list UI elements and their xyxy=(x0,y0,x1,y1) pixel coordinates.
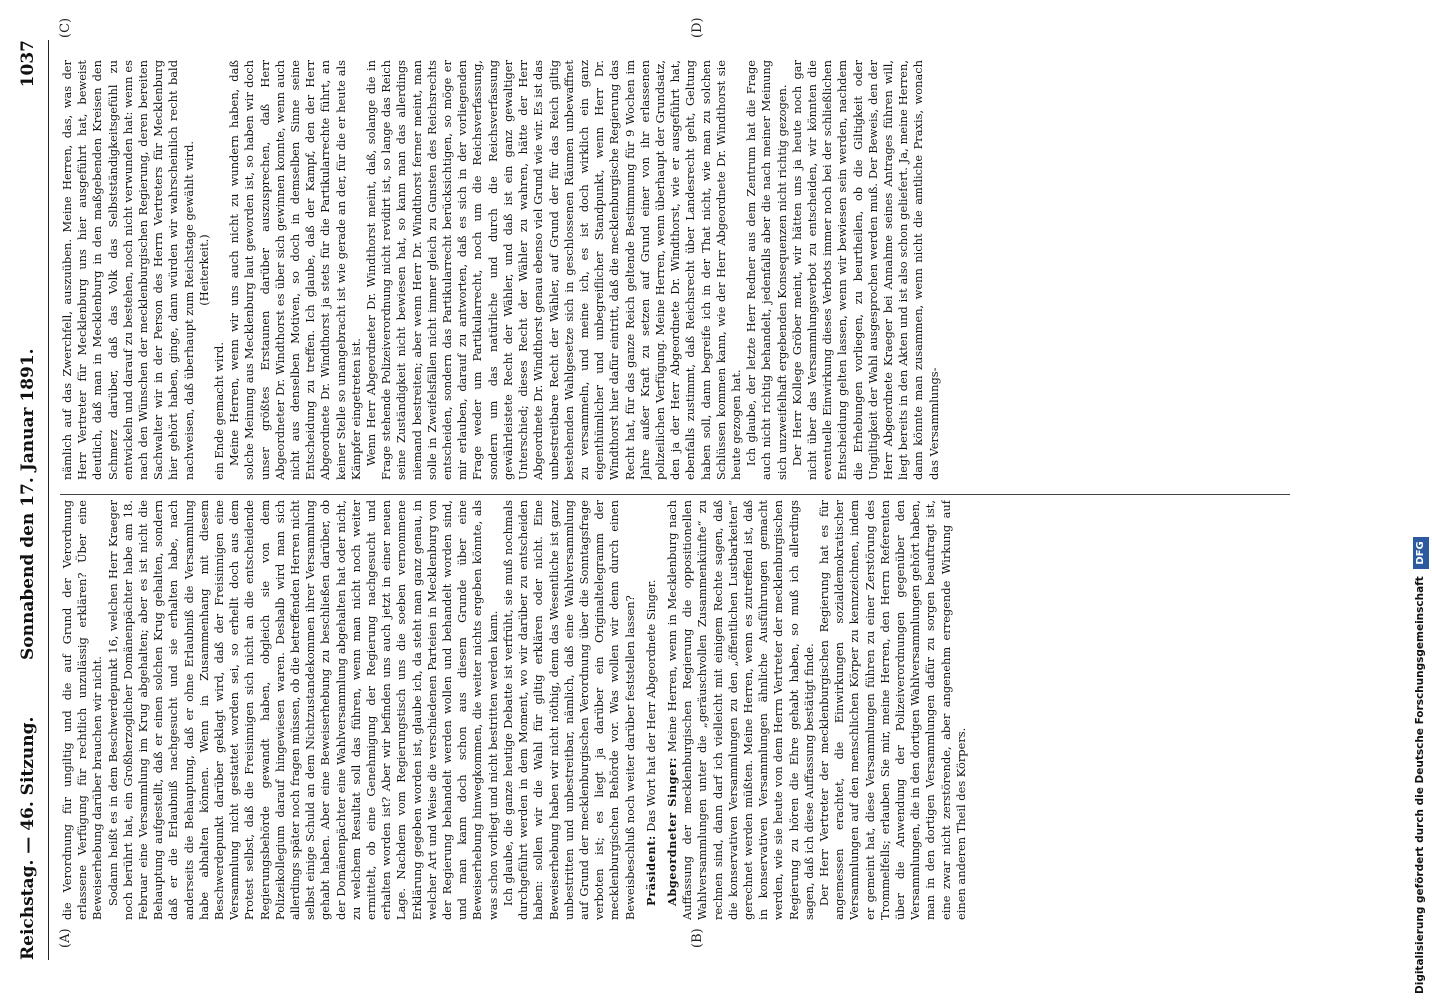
president-speaker: Präsident: xyxy=(643,835,658,906)
right-paragraph: Ich glaube, der letzte Herr Redner aus dem Zentrum hat die Frage auch nicht richtig behandelt, jedenfalls aber die nach meiner Meinung sich unzweifelhaft ergebenden Konsequenzen nicht richtig gezogen. xyxy=(744,60,789,480)
margin-marker-b: (B) xyxy=(690,928,705,948)
header-rule xyxy=(48,40,49,960)
dfg-side-strip xyxy=(1410,4,1430,994)
margin-marker-a: (A) xyxy=(58,928,73,948)
heiterkeit-note: (Heiterkeit.) xyxy=(196,234,211,306)
right-paragraph: ein Ende gemacht wird. xyxy=(212,342,227,480)
president-text: Das Wort hat der Herr Abgeordnete Singer. xyxy=(643,579,658,832)
right-column xyxy=(60,60,1290,480)
page-header xyxy=(18,40,46,960)
left-paragraph: Sodann heißt es in dem Beschwerdepunkt 16, welchen Herr Kraeger noch berührt hat, ein Großherzoglicher Domänenpächter habe am 18. Februar eine Versammlung im Krug abgehalten; aber es ist nicht die Behauptung aufgestellt, daß er einen solchen Krug gehalten, sondern daß er die Erlaubniß nachgesucht und sie erhalten habe, nach anderseits die Behauptung, daß er ohne Erlaubniß die Versammlung habe abhalten können. Wenn in Zusammenhang mit diesem Beschwerdepunkt darüber geklagt wird, daß der Freisinnigen eine Versammlung nicht gestattet worden sei, so erhellt doch aus dem Protest selbst, daß die Freisinnigen sich nicht an die entscheidende Regierungsbehörde gewandt haben, obgleich sie von dem Polizeikollegium darauf hingewiesen waren. Deshalb wird man sich allerdings später noch fragen müssen, ob die betreffenden Herren nicht selbst einige Schuld an dem Nichtzustandekommen ihrer Versammlung gehabt haben. Aber eine Beweiserhebung zu beschließen darüber, ob der Domänenpächter eine Wahlversammlung abgehalten hat oder nicht, zu welchem Resultat soll das führen, wenn man nicht noch weiter ermittelt, ob eine Genehmigung der Regierung nachgesucht und erhalten worden ist? Aber wir befinden uns auch jetzt in einer neuen Lage. Nachdem vom Regierungstisch uns die soeben vernommene Erklärung gegeben worden ist, glaube ich, da steht man ganz genau, in welcher Art und Weise die verschiedenen Parteien in Mecklenburg von der Regierung behandelt werden wollen und behandelt worden sind, und man kann doch schon aus diesem Grunde über eine Beweiserhebung hinwegkommen, die weiter nichts ergeben könnte, als was schon vorliegt und nicht bestritten werden kann. xyxy=(105,500,500,920)
margin-marker-d: (D) xyxy=(690,17,705,38)
header-left: Reichstag. — 46. Sitzung. xyxy=(18,716,38,960)
singer-paragraph: Meine Herren, wenn in Mecklenburg nach Auffassung der mecklenburgischen Regierung die oppositionellen Wahlversammlungen unter die „geräuschvollen Zusammenkünfte“ zu rechnen sind, dann darf ich vielleicht mit einigem Rechte sagen, daß die konservativen Versammlungen zu den „öffentlichen Lustbarkeiten“ gerechnet werden müßten. Meine Herren, wenn es zutreffend ist, daß in konservativen Versammlungen ähnliche Ausführungen gemacht werden, wie sie heute von dem Herrn Vertreter der mecklenburgischen Regierung zu hören die Ehre gehabt haben, so muß ich allerdings sagen, daß ich diese Auffassung bestätigt finde. xyxy=(664,500,816,920)
dfg-logo: DFG xyxy=(1413,537,1429,568)
left-column xyxy=(60,500,1290,920)
right-paragraph: nämlich auf das Zwerchfell, auszuüben. Meine Herren, das, was der Herr Vertreter für Mecklenburg uns hier ausgeführt hat, beweist deutlich, daß man in Mecklenburg in den maßgebenden Kreisen den Schmerz darüber, daß das Volk das Selbstständigkeitsgefühl zu entwickeln und darauf zu bestehen, noch nicht verwunden hat: wenn es nach den Wünschen der mecklenburgischen Regierung, deren bereiten Sachwalter wir in der Person des Herrn Vertreters für Mecklenburg hier gehört haben, ginge, dann würden wir wahrscheinlich recht bald nachweisen, daß überhaupt zum Reichstage gewählt wird. xyxy=(60,60,196,480)
singer-speaker: Abgeordneter Singer: xyxy=(664,756,679,906)
right-paragraph: Wenn Herr Abgeordneter Dr. Windthorst meint, daß, solange die in Frage stehende Polizeiverordnung nicht revidirt ist, so lange das Reich seine Zuständigkeit nicht bewiesen hat, so kann man das allerdings niemand bestreiten; aber wenn Herr Dr. Windthorst ferner meint, man solle in Zweifelsfällen nicht immer gleich zu Gunsten des Reichsrechts entscheiden, sondern das Partikularrecht berücksichtigen, so möge er mir erlauben, darauf zu antworten, daß es sich in der vorliegenden Frage weder um Partikularrecht, noch um die Reichsverfassung, sondern um das natürliche und durch die Reichsverfassung gewährleistete Recht der Wähler, und daß ist ein ganz gewaltiger Unterschied; dieses Recht der Wähler zu wahren, hätte der Herr Abgeordnete Dr. Windthorst genau ebenso viel Grund wie wir. Es ist das unbestreitbare Recht der Wähler, auf Grund der für das Reich giltig bestehenden Wahlgesetze sich in geschlossenen Räumen unbewaffnet zu versammeln, und meine ich, es ist doch wirklich ein ganz eigenthümlicher und unbegreiflicher Standpunkt, wenn Herr Dr. Windthorst hier dafür eintritt, daß die mecklenburgische Regierung das Recht hat, für das ganze Reich geltende Bestimmung für 9 Wochen im Jahre außer Kraft zu setzen auf Grund einer von ihr erlassenen polizeilichen Verfügung. Meine Herren, wenn überhaupt der Grundsatz, den ja der Herr Abgeordnete Dr. Windthorst, wie er ausgeführt hat, ebenfalls zustimmt, daß Reichsrecht über Landesrecht geht, Geltung haben soll, dann begreife ich in der That nicht, wie man zu solchen Schlüssen kommen kann, wie der Herr Abgeordnete Dr. Windthorst sie heute gezogen hat. xyxy=(364,60,743,480)
header-date: Sonnabend den 17. Januar 1891. xyxy=(18,348,38,660)
right-paragraph: Der Herr Kollege Gröber meint, wir hätten uns ja heute noch gar nicht über das Versammlungsverbot zu entscheiden, wir könnten die eventuelle Einwirkung dieses Verbots immer noch bei der schließlichen Entscheidung gelten lassen, wenn wir bewiesen sein werden, nachdem die Erhebungen vorliegen, zu beurtheilen, ob die Giltigkeit oder Ungiltigkeit der Wahl ausgesprochen werden muß. Der Beweis, den der Herr Abgeordnete Kraeger bei Annahme seines Antrages führen will, liegt bereits in den Akten und ist also schon geliefert. Ja, meine Herren, dann könnte man zusammen, wenn nicht die amtliche Praxis, wonach das Versammlungs- xyxy=(789,60,941,480)
margin-marker-c: (C) xyxy=(58,17,73,38)
right-paragraph: Meine Herren, wenn wir uns auch nicht zu wundern haben, daß solche Meinung aus Mecklenburg laut geworden ist, so haben wir doch unser größtes Erstaunen darüber auszusprechen, daß Herr Abgeordneter Dr. Windthorst es über sich gewinnen konnte, wenn auch nicht aus denselben Motiven, so doch in demselben Sinne seine Entscheidung zu treffen. Ich glaube, daß der Kampf, den der Herr Abgeordnete Dr. Windthorst ja stets für die Partikularrechte führt, an keiner Stelle so unangebracht ist wie gerade an der, für die er heute als Kämpfer eingetreten ist. xyxy=(227,60,363,480)
dfg-credit-text: Digitalisierung gefördert durch die Deutsche Forschungsgemeinschaft xyxy=(1414,576,1426,994)
page-number: 1037 xyxy=(18,40,38,88)
singer-paragraph: Der Herr Vertreter der mecklenburgischen Regierung hat es für angemessen erachtet, die Einwirkungen sozialdemokratischer Versammlungen auf den menschlichen Körper zu kennzeichnen, indem er gemeint hat, diese Versammlungen führen zu einer Zerstörung des Trommelfells; erlauben Sie mir, meine Herren, den Herrn Referenten über die Anwendung der Polizeiverordnungen gegenüber den Versammlungen, die in den dortigen Wahlversammlungen gehört haben, man in den dortigen Versammlungen dafür zu sorgen beauftragt ist, eine zwar nicht zerstörende, aber angenehm erregende Wirkung auf einen anderen Theil des Körpers. xyxy=(816,500,968,920)
left-paragraph: die Verordnung für ungiltig und die auf Grund der Verordnung erlassene Verfügung für rechtlich unzulässig erklären? Über eine Beweiserhebung darüber brauchen wir nicht. xyxy=(60,500,105,920)
column-divider xyxy=(60,494,1290,495)
left-paragraph: Ich glaube, die ganze heutige Debatte ist verfrüht, sie muß nochmals durchgeführt werden in dem Moment, wo wir darüber zu entscheiden haben: sollen wir die Wahl für giltig erklären oder nicht. Eine Beweiserhebung haben wir nicht nöthig, denn das Wesentliche ist ganz unbestritten und unbestreitbar, nämlich, daß eine Wahlversammlung auf Grund der mecklenburgischen Verordnung über die Sonntagsfrage verboten ist; es liegt ja darüber ein Originaltelegramm der mecklenburgischen Behörde vor. Was wollen wir denn durch einen Beweisbeschluß noch weiter darüber feststellen lassen? xyxy=(500,500,637,920)
